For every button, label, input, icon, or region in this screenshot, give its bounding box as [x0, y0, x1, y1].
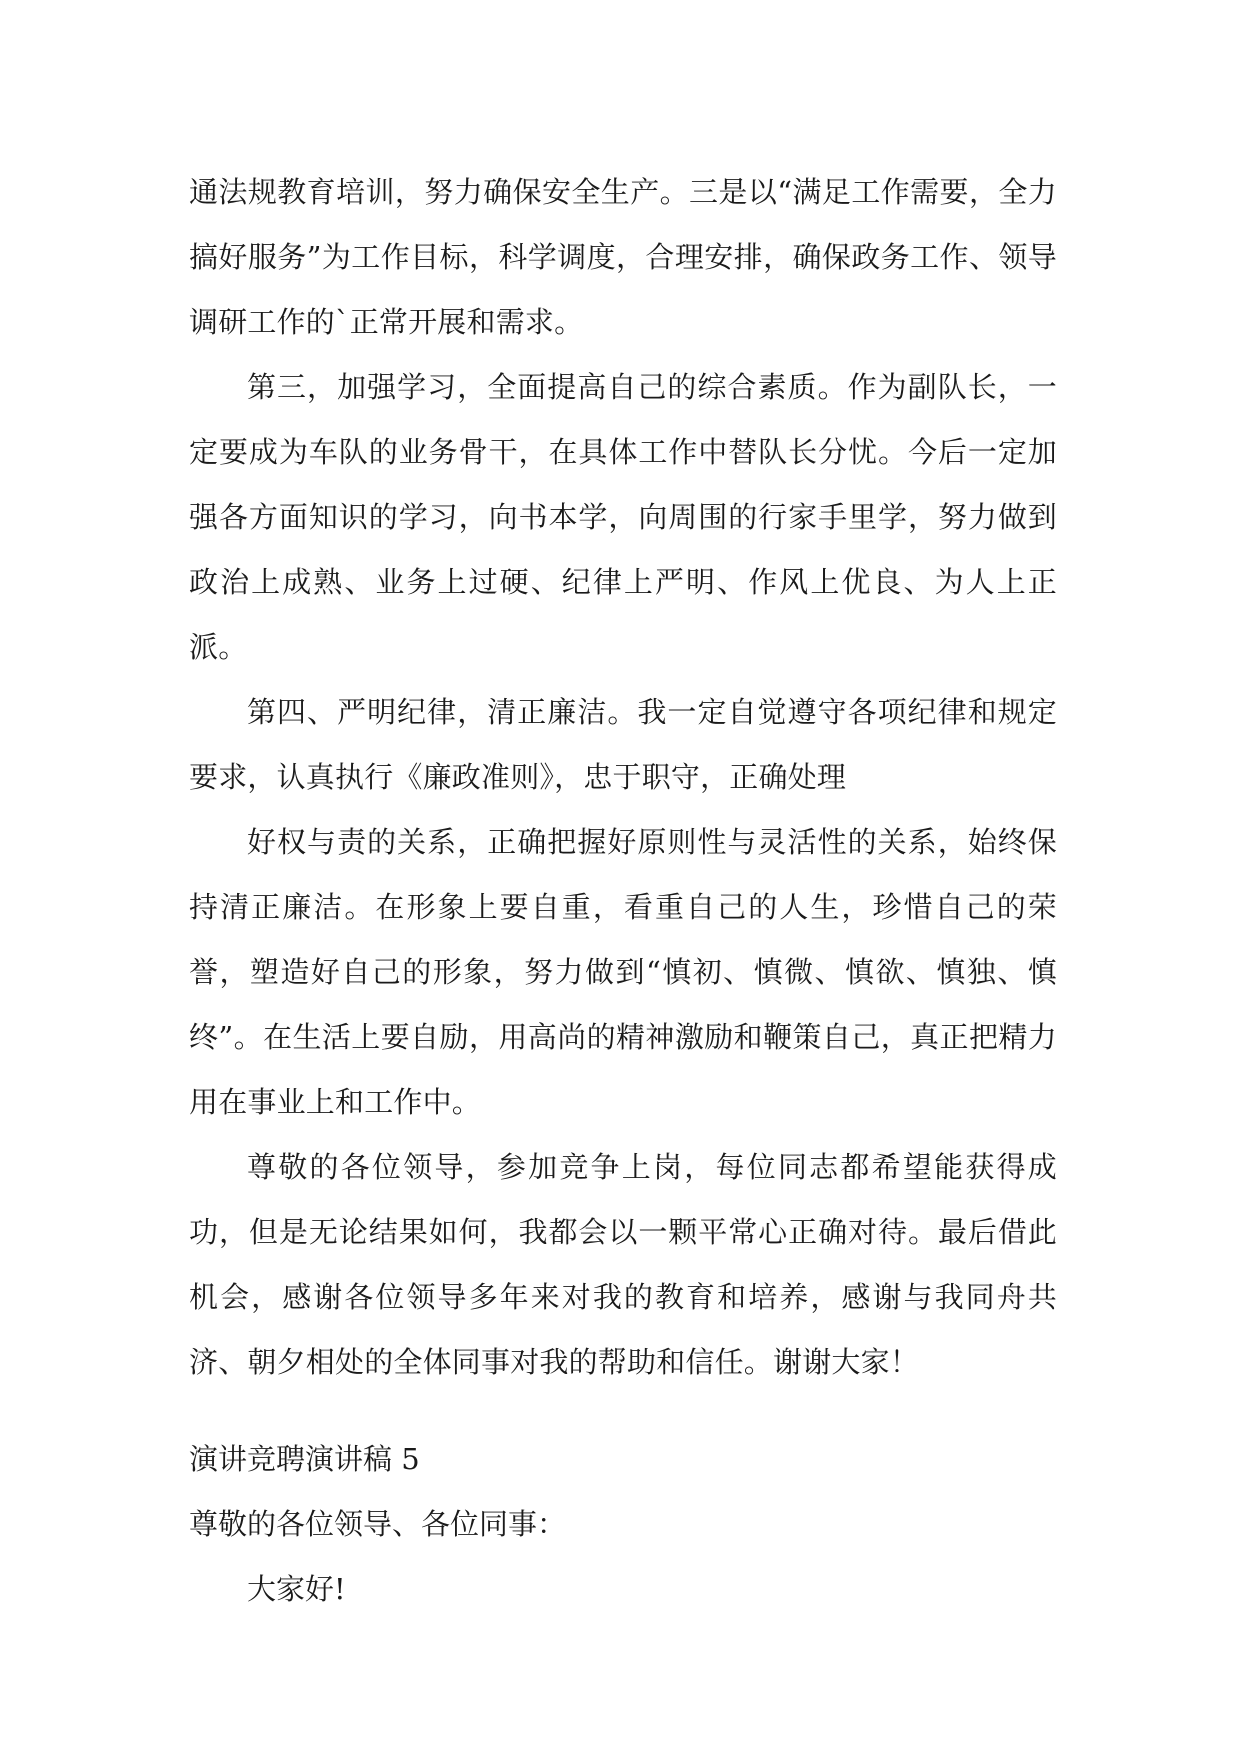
- paragraph: 尊敬的各位领导，参加竞争上岗，每位同志都希望能获得成功，但是无论结果如何，我都会以一颗平常心正确对待。最后借此机会，感谢各位领导多年来对我的教育和培养，感谢与我同舟共济、朝夕相处的全体同事对我的帮助和信任。谢谢大家！: [189, 1150, 1057, 1379]
- paragraph: 第三，加强学习，全面提高自己的综合素质。作为副队长，一定要成为车队的业务骨干，在具体工作中替队长分忧。今后一定加强各方面知识的学习，向书本学，向周围的行家手里学，努力做到政治上成熟、业务上过硬、纪律上严明、作风上优良、为人上正派。: [189, 370, 1057, 664]
- section-spacer: [189, 1395, 1057, 1427]
- paragraph: 第四、严明纪律，清正廉洁。我一定自觉遵守各项纪律和规定要求，认真执行《廉政准则》，忠于职守，正确处理: [189, 695, 1057, 794]
- section-title: 演讲竞聘演讲稿 5: [189, 1442, 420, 1476]
- paragraph: 好权与责的关系，正确把握好原则性与灵活性的关系，始终保持清正廉洁。在形象上要自重，看重自己的人生，珍惜自己的荣誉，塑造好自己的形象，努力做到“慎初、慎微、慎欲、慎独、慎终”。在生活上要自励，用高尚的精神激励和鞭策自己，真正把精力用在事业上和工作中。: [189, 825, 1057, 1119]
- greeting: 大家好!: [247, 1572, 346, 1606]
- salutation: 尊敬的各位领导、各位同事：: [189, 1507, 567, 1541]
- paragraph: 通法规教育培训，努力确保安全生产。三是以“满足工作需要，全力搞好服务”为工作目标，科学调度，合理安排，确保政务工作、领导调研工作的`正常开展和需求。: [189, 175, 1057, 339]
- document-body: [189, 160, 1057, 1622]
